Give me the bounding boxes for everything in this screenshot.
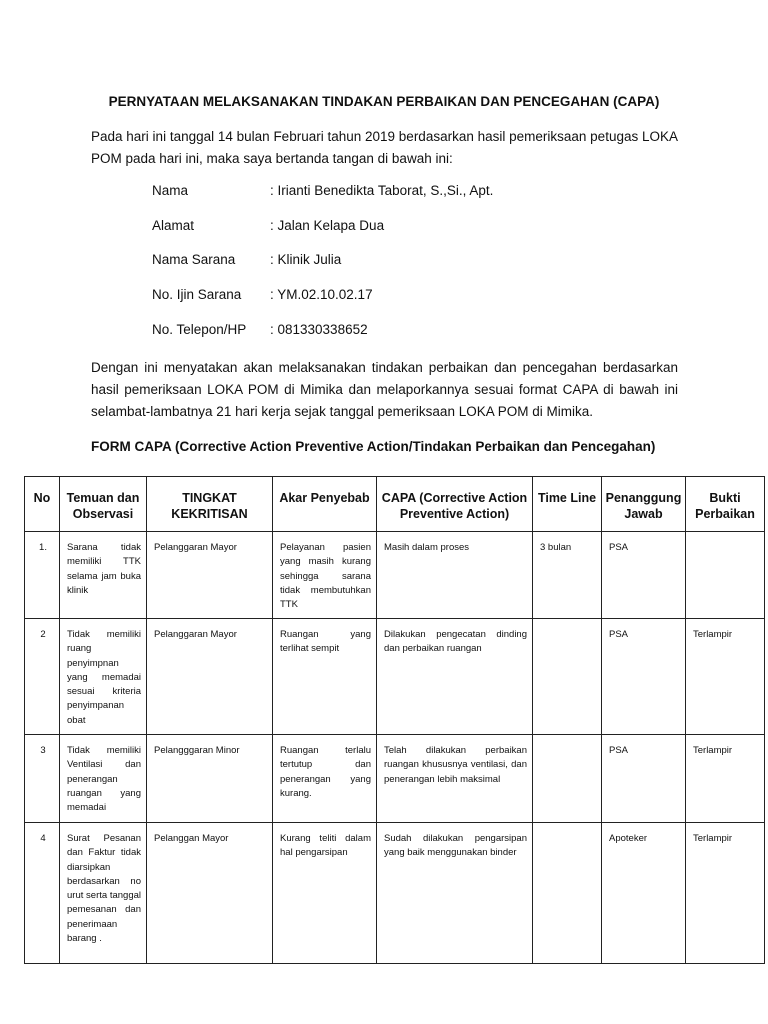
- identity-value: : Jalan Kelapa Dua: [270, 217, 385, 233]
- form-title: FORM CAPA (Corrective Action Preventive Action/Tindakan Perbaikan dan Pencegahan): [91, 439, 656, 454]
- cell-akar: Ruangan terlalu tertutup dan penerangan yang kurang.: [273, 735, 377, 823]
- cell-tingkat: Pelangggaran Minor: [147, 735, 273, 823]
- cell-bukti: Terlampir: [686, 823, 765, 964]
- cell-timeline: [533, 619, 602, 735]
- identity-value: : Klinik Julia: [270, 252, 342, 268]
- cell-temuan: Tidak memiliki Ventilasi dan penerangan ruangan yang memadai: [60, 735, 147, 823]
- identity-value: : YM.02.10.02.17: [270, 287, 373, 303]
- identity-block: [152, 183, 493, 356]
- cell-capa: Masih dalam proses: [377, 532, 533, 619]
- table-header-row: [25, 477, 765, 532]
- identity-label: Nama Sarana: [152, 252, 236, 268]
- cell-akar: Pelayanan pasien yang masih kurang sehingga sarana tidak membutuhkan TTK: [273, 532, 377, 619]
- cell-temuan: Sarana tidak memiliki TTK selama jam buka klinik: [60, 532, 147, 619]
- cell-akar: Ruangan yang terlihat sempit: [273, 619, 377, 735]
- cell-tingkat: Pelanggaran Mayor: [147, 619, 273, 735]
- header-no: No: [25, 477, 60, 532]
- identity-label: No. Ijin Sarana: [152, 287, 242, 303]
- identity-row: [152, 252, 493, 287]
- header-akar: Akar Penyebab: [273, 477, 377, 532]
- cell-penanggung: Apoteker: [602, 823, 686, 964]
- cell-akar: Kurang teliti dalam hal pengarsipan: [273, 823, 377, 964]
- cell-bukti: Terlampir: [686, 619, 765, 735]
- table-row: [25, 735, 765, 823]
- header-timeline: Time Line: [533, 477, 602, 532]
- capa-table: [24, 476, 765, 964]
- identity-row: [152, 287, 493, 322]
- cell-no: 2: [25, 619, 60, 735]
- cell-timeline: [533, 823, 602, 964]
- header-capa: CAPA (Corrective Action Preventive Action): [377, 477, 533, 532]
- cell-no: 4: [25, 823, 60, 964]
- cell-timeline: 3 bulan: [533, 532, 602, 619]
- cell-bukti: [686, 532, 765, 619]
- statement-paragraph: Dengan ini menyatakan akan melaksanakan tindakan perbaikan dan pencegahan berdasarkan hasil pemeriksaan LOKA POM di Mimika dan melaporkannya sesuai format CAPA di bawah ini selambat-lambatnya 21 hari kerja sejak tanggal pemeriksaan LOKA POM di Mimika.: [91, 360, 678, 419]
- cell-temuan: Tidak memiliki ruang penyimpnan yang memadai sesuai kriteria penyimpanan obat: [60, 619, 147, 735]
- table-row: [25, 823, 765, 964]
- identity-row: [152, 183, 493, 218]
- identity-value: : 081330338652: [270, 321, 368, 337]
- cell-bukti: Terlampir: [686, 735, 765, 823]
- cell-capa: Dilakukan pengecatan dinding dan perbaikan ruangan: [377, 619, 533, 735]
- identity-row: [152, 218, 493, 253]
- cell-penanggung: PSA: [602, 735, 686, 823]
- cell-penanggung: PSA: [602, 532, 686, 619]
- document-title: PERNYATAAN MELAKSANAKAN TINDAKAN PERBAIKAN DAN PENCEGAHAN (CAPA): [108, 94, 660, 109]
- cell-temuan: Surat Pesanan dan Faktur tidak diarsipkan berdasarkan no urut serta tanggal pemesanan dan penerimaan barang .: [60, 823, 147, 964]
- cell-timeline: [533, 735, 602, 823]
- cell-capa: Sudah dilakukan pengarsipan yang baik menggunakan binder: [377, 823, 533, 964]
- table-row: [25, 619, 765, 735]
- identity-row: [152, 322, 493, 357]
- identity-label: No. Telepon/HP: [152, 321, 247, 337]
- cell-no: 1.: [25, 532, 60, 619]
- header-tingkat: TINGKAT KEKRITISAN: [147, 477, 273, 532]
- cell-tingkat: Pelanggan Mayor: [147, 823, 273, 964]
- identity-label: Nama: [152, 183, 189, 198]
- header-bukti: Bukti Perbaikan: [686, 477, 765, 532]
- header-penanggung: Penanggung Jawab: [602, 477, 686, 532]
- cell-capa: Telah dilakukan perbaikan ruangan khususnya ventilasi, dan penerangan lebih maksimal: [377, 735, 533, 823]
- cell-no: 3: [25, 735, 60, 823]
- identity-value: : Irianti Benedikta Taborat, S.,Si., Apt.: [270, 183, 494, 198]
- identity-label: Alamat: [152, 217, 195, 233]
- cell-penanggung: PSA: [602, 619, 686, 735]
- header-temuan: Temuan dan Observasi: [60, 477, 147, 532]
- intro-paragraph: Pada hari ini tanggal 14 bulan Februari tahun 2019 berdasarkan hasil pemeriksaan petugas LOKA POM pada hari ini, maka saya bertanda tangan di bawah ini:: [91, 129, 678, 166]
- cell-tingkat: Pelanggaran Mayor: [147, 532, 273, 619]
- table-row: [25, 532, 765, 619]
